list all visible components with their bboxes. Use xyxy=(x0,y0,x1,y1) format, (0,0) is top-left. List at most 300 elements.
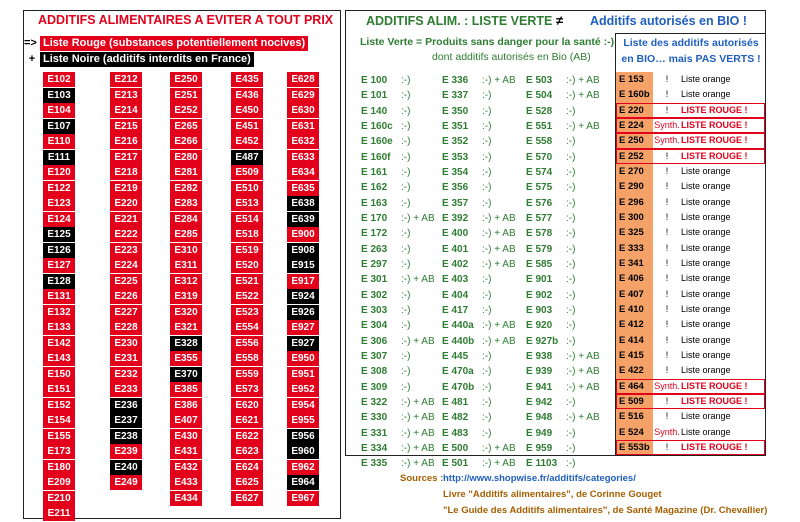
green-additive-row xyxy=(526,242,606,257)
bio-box-header-1: Liste des additifs autorisés xyxy=(623,37,759,49)
legend-red xyxy=(24,36,308,51)
green-additive-code: E 301 xyxy=(361,274,388,286)
additive-code: E513 xyxy=(231,196,263,211)
green-additive-code: E 402 xyxy=(442,258,469,270)
bio-additive-code: E 414 xyxy=(616,333,653,348)
green-additive-status: :-) xyxy=(482,274,492,286)
green-additive-status: :-) + AB xyxy=(401,335,435,347)
green-additive-status: :-) xyxy=(566,258,576,270)
green-additive-row xyxy=(361,410,441,425)
additive-code: E111 xyxy=(43,150,75,165)
green-additive-status: :-) + AB xyxy=(482,258,516,270)
green-additive-status: :-) + AB xyxy=(401,412,435,424)
additive-code: E222 xyxy=(110,227,142,242)
green-additive-code: E 352 xyxy=(442,136,469,148)
green-additive-status: :-) xyxy=(566,396,576,408)
additive-code: E103 xyxy=(43,88,75,103)
additive-code: E328 xyxy=(170,336,202,351)
green-additive-status: :-) xyxy=(482,182,492,194)
green-additive-status: :-) + AB xyxy=(482,335,516,347)
additive-code: E280 xyxy=(170,150,202,165)
bio-additive-mark: ! xyxy=(665,211,669,222)
bio-additive-code: E 464 xyxy=(616,379,653,394)
green-additive-row xyxy=(526,165,606,180)
green-additive-status: :-) xyxy=(482,136,492,148)
green-additive-status: :-) + AB xyxy=(482,228,516,240)
additive-code: E950 xyxy=(287,351,319,366)
additive-code: E150 xyxy=(43,367,75,382)
green-additive-status: :-) xyxy=(401,197,411,209)
green-additive-code: E 353 xyxy=(442,151,469,163)
bio-additive-code: E 333 xyxy=(616,241,653,256)
additive-code: E173 xyxy=(43,444,75,459)
additive-code: E131 xyxy=(43,289,75,304)
additive-code: E227 xyxy=(110,305,142,320)
source-book-1: Livre "Additifs alimentaires", de Corinne Gouget xyxy=(443,489,662,500)
legend-black-marker: + xyxy=(28,53,36,65)
bio-additive-status: LISTE ROUGE ! xyxy=(681,104,748,115)
additive-code: E519 xyxy=(231,243,263,258)
green-additive-row xyxy=(361,288,441,303)
green-additive-code: E 351 xyxy=(442,120,469,132)
green-additive-code: E 482 xyxy=(442,412,469,424)
green-additive-row xyxy=(442,73,522,88)
green-additive-status: :-) xyxy=(482,120,492,132)
green-additive-row xyxy=(361,150,441,165)
bio-additive-mark: ! xyxy=(665,395,669,406)
green-additive-status: :-) xyxy=(482,105,492,117)
green-additive-row xyxy=(526,134,606,149)
green-additive-row xyxy=(361,303,441,318)
bio-additive-mark: ! xyxy=(665,89,669,100)
source-url[interactable]: http://www.shopwise.fr/additifs/categories/ xyxy=(443,473,636,484)
additive-code: E522 xyxy=(231,289,263,304)
bio-additive-status: Liste orange xyxy=(681,349,731,360)
green-additive-code: E 307 xyxy=(361,350,388,362)
additive-code: E952 xyxy=(287,382,319,397)
bio-additive-row xyxy=(616,103,765,118)
bio-additive-mark: ! xyxy=(665,227,669,238)
additive-code: E624 xyxy=(231,460,263,475)
green-additive-status: :-) xyxy=(401,243,411,255)
additive-code: E956 xyxy=(287,429,319,444)
bio-additive-code: E 524 xyxy=(616,425,653,440)
green-additive-code: E 401 xyxy=(442,243,469,255)
green-additive-row xyxy=(526,410,606,425)
green-additive-status: :-) xyxy=(566,320,576,332)
additive-code: E628 xyxy=(287,72,319,87)
additive-code: E107 xyxy=(43,119,75,134)
additive-code: E917 xyxy=(287,274,319,289)
green-additive-code: E 337 xyxy=(442,90,469,102)
additive-code: E967 xyxy=(287,491,319,506)
bio-additive-code: E 160b xyxy=(616,87,653,102)
bio-additive-code: E 415 xyxy=(616,348,653,363)
green-additive-status: :-) xyxy=(401,90,411,102)
legend-red-marker: => xyxy=(24,37,37,49)
additive-code: E355 xyxy=(170,351,202,366)
additive-code: E237 xyxy=(110,413,142,428)
bio-additive-mark: ! xyxy=(665,196,669,207)
additive-column xyxy=(43,72,75,522)
additive-code: E143 xyxy=(43,351,75,366)
additive-code: E638 xyxy=(287,196,319,211)
additive-code: E385 xyxy=(170,382,202,397)
bio-additive-row xyxy=(616,287,765,302)
bio-additive-status: Liste orange xyxy=(681,227,731,238)
green-additive-status: :-) xyxy=(401,120,411,132)
additive-code: E521 xyxy=(231,274,263,289)
green-additive-row xyxy=(442,395,522,410)
green-additive-code: E 350 xyxy=(442,105,469,117)
green-additive-code: E 162 xyxy=(361,182,388,194)
additive-column xyxy=(287,72,319,506)
bio-additive-mark: ! xyxy=(665,104,669,115)
green-additive-status: :-) xyxy=(401,350,411,362)
green-additive-code: E 440b xyxy=(442,335,475,347)
bio-additive-row xyxy=(616,409,765,424)
bio-additive-mark: ! xyxy=(665,303,669,314)
green-additive-row xyxy=(442,165,522,180)
additive-code: E212 xyxy=(110,72,142,87)
additive-code: E554 xyxy=(231,320,263,335)
additive-code: E127 xyxy=(43,258,75,273)
green-list-panel xyxy=(345,10,766,470)
additive-code: E219 xyxy=(110,181,142,196)
bio-additive-row xyxy=(616,87,765,102)
additive-code: E180 xyxy=(43,460,75,475)
additive-code: E632 xyxy=(287,134,319,149)
green-additive-code: E 330 xyxy=(361,412,388,424)
bio-additive-status: LISTE ROUGE ! xyxy=(681,395,748,406)
green-additive-status: :-) xyxy=(566,458,576,470)
bio-additive-mark: ! xyxy=(665,441,669,452)
additive-code: E573 xyxy=(231,382,263,397)
green-additive-status: :-) + AB xyxy=(401,396,435,408)
additive-code: E955 xyxy=(287,413,319,428)
bio-additive-mark: Synth. xyxy=(654,135,680,146)
green-additive-row xyxy=(442,180,522,195)
additive-code: E518 xyxy=(231,227,263,242)
green-additive-status: :-) xyxy=(566,151,576,163)
additive-code: E252 xyxy=(170,103,202,118)
bio-additive-mark: ! xyxy=(665,319,669,330)
green-additive-row xyxy=(526,441,606,456)
additive-code: E215 xyxy=(110,119,142,134)
additive-code: E320 xyxy=(170,305,202,320)
bio-additive-mark: ! xyxy=(665,288,669,299)
green-additive-code: E 302 xyxy=(361,289,388,301)
green-additive-row xyxy=(442,380,522,395)
green-additive-code: E 445 xyxy=(442,350,469,362)
additive-code: E230 xyxy=(110,336,142,351)
additive-column xyxy=(170,72,202,506)
additive-code: E142 xyxy=(43,336,75,351)
green-additive-status: :-) xyxy=(482,366,492,378)
green-additive-status: :-) xyxy=(401,289,411,301)
green-additive-status: :-) xyxy=(482,381,492,393)
bio-additive-row xyxy=(616,195,765,210)
legend-red-label: Liste Rouge (substances potentiellement nocives) xyxy=(40,36,308,51)
green-additive-row xyxy=(526,318,606,333)
additive-code: E960 xyxy=(287,444,319,459)
green-additive-row xyxy=(526,456,606,471)
additive-code: E265 xyxy=(170,119,202,134)
green-additive-row xyxy=(442,364,522,379)
green-additive-row xyxy=(526,349,606,364)
additive-code: E123 xyxy=(43,196,75,211)
additive-code: E104 xyxy=(43,103,75,118)
green-additive-row xyxy=(526,303,606,318)
additive-code: E962 xyxy=(287,460,319,475)
additive-code: E221 xyxy=(110,212,142,227)
additive-code: E210 xyxy=(43,491,75,506)
bio-additive-code: E 406 xyxy=(616,271,653,286)
green-additive-row xyxy=(361,349,441,364)
additive-code: E451 xyxy=(231,119,263,134)
bio-additive-row xyxy=(616,241,765,256)
additive-code: E214 xyxy=(110,103,142,118)
additive-code: E152 xyxy=(43,398,75,413)
bio-additive-status: LISTE ROUGE ! xyxy=(681,380,748,391)
bio-additive-status: Liste orange xyxy=(681,165,731,176)
additive-code: E523 xyxy=(231,305,263,320)
green-additive-code: E 357 xyxy=(442,197,469,209)
bio-additive-row xyxy=(616,149,765,164)
bio-additive-mark: ! xyxy=(665,257,669,268)
additive-code: E625 xyxy=(231,475,263,490)
green-additive-row xyxy=(526,104,606,119)
green-additive-row xyxy=(526,180,606,195)
green-additive-row xyxy=(361,73,441,88)
green-additive-row xyxy=(361,119,441,134)
green-additive-row xyxy=(442,456,522,471)
red-black-list-panel xyxy=(23,10,341,519)
bio-title: Additifs autorisés en BIO ! xyxy=(590,14,747,28)
green-additive-status: :-) + AB xyxy=(566,90,600,102)
green-additive-row xyxy=(526,334,606,349)
additive-code: E232 xyxy=(110,367,142,382)
green-additive-code: E 392 xyxy=(442,212,469,224)
additive-code: E239 xyxy=(110,444,142,459)
bio-additive-code: E 509 xyxy=(616,394,653,409)
green-additive-status: :-) + AB xyxy=(401,274,435,286)
additive-code: E386 xyxy=(170,398,202,413)
additive-code: E249 xyxy=(110,475,142,490)
green-additive-row xyxy=(442,426,522,441)
bio-additive-code: E 341 xyxy=(616,256,653,271)
green-additive-row xyxy=(442,334,522,349)
green-additive-code: E 172 xyxy=(361,228,388,240)
green-additive-code: E 481 xyxy=(442,396,469,408)
bio-additive-status: LISTE ROUGE ! xyxy=(681,441,748,452)
green-additive-code: E 403 xyxy=(442,274,469,286)
green-additive-code: E 501 xyxy=(442,458,469,470)
green-additive-code: E 927b xyxy=(526,335,559,347)
bio-additive-mark: ! xyxy=(665,349,669,360)
green-additive-status: :-) xyxy=(566,105,576,117)
green-additive-status: :-) xyxy=(482,396,492,408)
green-additive-row xyxy=(442,119,522,134)
green-additive-code: E 322 xyxy=(361,396,388,408)
additive-code: E450 xyxy=(231,103,263,118)
additive-code: E251 xyxy=(170,88,202,103)
additive-code: E631 xyxy=(287,119,319,134)
green-additive-code: E 140 xyxy=(361,105,388,117)
green-additive-status: :-) xyxy=(401,228,411,240)
bio-additive-status: LISTE ROUGE ! xyxy=(681,135,748,146)
bio-additive-status: Liste orange xyxy=(681,181,731,192)
additive-code: E124 xyxy=(43,212,75,227)
additive-code: E228 xyxy=(110,320,142,335)
additive-code: E639 xyxy=(287,212,319,227)
green-additive-status: :-) + AB xyxy=(401,458,435,470)
green-column xyxy=(442,73,522,472)
green-additive-status: :-) + AB xyxy=(401,442,435,454)
additive-code: E110 xyxy=(43,134,75,149)
additive-code: E132 xyxy=(43,305,75,320)
bio-additive-mark: ! xyxy=(665,411,669,422)
green-additive-status: :-) xyxy=(401,166,411,178)
not-equal-sign: ≠ xyxy=(556,13,564,28)
green-additive-status: :-) xyxy=(482,412,492,424)
green-additive-row xyxy=(361,242,441,257)
source-book-2: "Le Guide des Additifs alimentaires", de Santé Magazine (Dr. Chevallier) xyxy=(443,505,768,516)
green-additive-row xyxy=(361,456,441,471)
green-additive-row xyxy=(361,104,441,119)
green-additive-code: E 901 xyxy=(526,274,553,286)
bio-additive-mark: Synth. xyxy=(654,426,680,437)
bio-additive-row xyxy=(616,425,765,440)
green-additive-code: E 440a xyxy=(442,320,474,332)
green-additive-code: E 551 xyxy=(526,120,553,132)
additive-code: E319 xyxy=(170,289,202,304)
green-additive-code: E 356 xyxy=(442,182,469,194)
additive-code: E311 xyxy=(170,258,202,273)
green-additive-status: :-) xyxy=(482,350,492,362)
additive-code: E312 xyxy=(170,274,202,289)
green-additive-row xyxy=(442,150,522,165)
bio-additive-row xyxy=(616,317,765,332)
green-additive-status: :-) xyxy=(566,335,576,347)
green-additive-status: :-) xyxy=(566,136,576,148)
additive-code: E102 xyxy=(43,72,75,87)
additive-code: E915 xyxy=(287,258,319,273)
green-additive-row xyxy=(442,349,522,364)
green-additive-code: E 331 xyxy=(361,427,388,439)
green-additive-status: :-) xyxy=(482,90,492,102)
additive-code: E220 xyxy=(110,196,142,211)
green-additive-code: E 470b xyxy=(442,381,475,393)
bio-additive-row xyxy=(616,133,765,148)
green-additive-row xyxy=(442,318,522,333)
additive-code: E218 xyxy=(110,165,142,180)
bio-additive-row xyxy=(616,379,765,394)
additive-code: E430 xyxy=(170,429,202,444)
green-additive-row xyxy=(361,318,441,333)
green-additive-code: E 160f xyxy=(361,151,391,163)
bio-additive-mark: ! xyxy=(665,365,669,376)
green-additive-status: :-) xyxy=(566,243,576,255)
green-additive-code: E 160c xyxy=(361,120,393,132)
additive-column xyxy=(231,72,263,506)
green-additive-row xyxy=(526,88,606,103)
bio-additive-mark: ! xyxy=(665,165,669,176)
additive-code: E927 xyxy=(287,320,319,335)
green-additive-code: E 579 xyxy=(526,243,553,255)
left-title: ADDITIFS ALIMENTAIRES A EVITER A TOUT PRIX xyxy=(38,13,334,27)
green-additive-status: :-) xyxy=(566,182,576,194)
bio-additive-row xyxy=(616,179,765,194)
green-additive-row xyxy=(526,426,606,441)
additive-code: E559 xyxy=(231,367,263,382)
green-additive-code: E 948 xyxy=(526,412,553,424)
bio-additive-row xyxy=(616,72,765,87)
green-additive-code: E 160e xyxy=(361,136,393,148)
green-additive-status: :-) + AB xyxy=(566,366,600,378)
additive-code: E407 xyxy=(170,413,202,428)
bio-additive-code: E 250 xyxy=(616,133,653,148)
additive-code: E520 xyxy=(231,258,263,273)
green-column xyxy=(526,73,606,472)
green-additive-status: :-) xyxy=(482,197,492,209)
bio-additive-mark: ! xyxy=(665,150,669,161)
green-additive-row xyxy=(526,272,606,287)
green-additive-code: E 400 xyxy=(442,228,469,240)
green-additive-status: :-) xyxy=(566,274,576,286)
green-additive-status: :-) + AB xyxy=(482,320,516,332)
bio-not-green-box xyxy=(615,33,766,456)
additive-code: E951 xyxy=(287,367,319,382)
green-additive-status: :-) + AB xyxy=(482,212,516,224)
bio-additive-row xyxy=(616,225,765,240)
bio-additive-status: Liste orange xyxy=(681,89,731,100)
green-additive-row xyxy=(361,272,441,287)
additive-code: E964 xyxy=(287,475,319,490)
green-additive-code: E 263 xyxy=(361,243,388,255)
green-additive-code: E 574 xyxy=(526,166,553,178)
green-additive-row xyxy=(526,211,606,226)
green-column xyxy=(361,73,441,472)
additive-code: E155 xyxy=(43,429,75,444)
additive-code: E432 xyxy=(170,460,202,475)
bio-additive-code: E 296 xyxy=(616,195,653,210)
green-additive-status: :-) + AB xyxy=(566,120,600,132)
additive-code: E630 xyxy=(287,103,319,118)
green-additive-code: E 942 xyxy=(526,396,553,408)
green-additive-code: E 577 xyxy=(526,212,553,224)
additive-code: E435 xyxy=(231,72,263,87)
green-additive-code: E 920 xyxy=(526,320,553,332)
bio-additive-mark: ! xyxy=(665,242,669,253)
green-additive-row xyxy=(361,257,441,272)
bio-additive-row xyxy=(616,210,765,225)
additive-code: E216 xyxy=(110,134,142,149)
bio-additive-mark: Synth. xyxy=(654,380,680,391)
green-additive-row xyxy=(526,364,606,379)
green-additive-row xyxy=(442,257,522,272)
additive-code: E310 xyxy=(170,243,202,258)
green-additive-status: :-) xyxy=(401,105,411,117)
green-additive-code: E 163 xyxy=(361,197,388,209)
additive-code: E285 xyxy=(170,227,202,242)
bio-additive-row xyxy=(616,118,765,133)
additive-code: E213 xyxy=(110,88,142,103)
green-additive-code: E 309 xyxy=(361,381,388,393)
additive-code: E926 xyxy=(287,305,319,320)
green-additive-row xyxy=(442,288,522,303)
additive-code: E226 xyxy=(110,289,142,304)
